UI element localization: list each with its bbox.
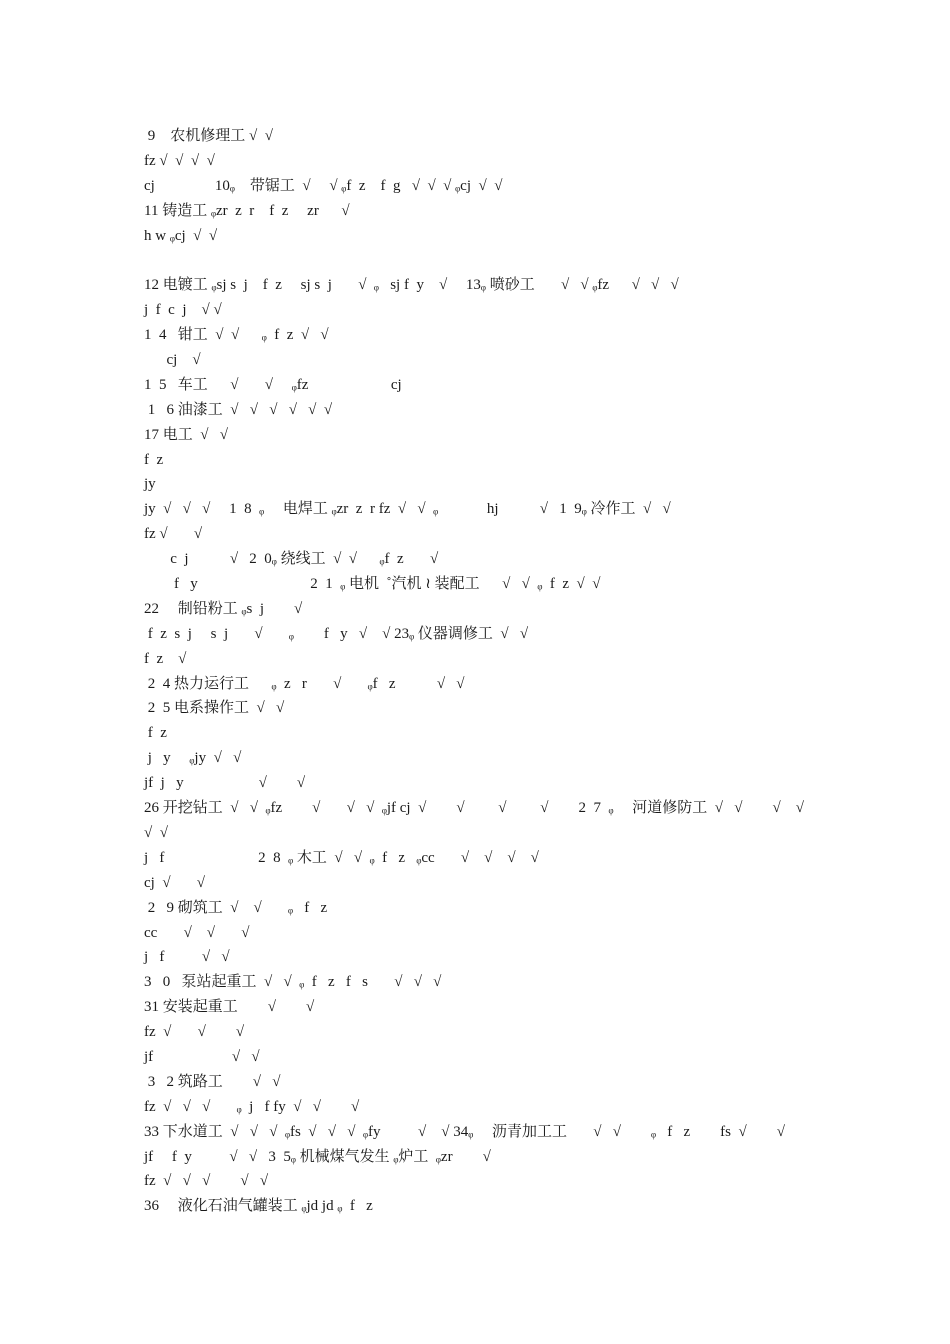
text-line: 3 2 筑路工 √ √ bbox=[144, 1073, 281, 1090]
text-line: jf √ √ bbox=[144, 1048, 260, 1065]
text-line: fz √ √ √ √ √ bbox=[144, 1173, 269, 1190]
document-body bbox=[144, 124, 827, 1219]
text-line: f z bbox=[144, 451, 164, 468]
text-line: 1 5 车工 √ √ ᵩfz cj bbox=[144, 376, 402, 393]
text-line: f z bbox=[144, 725, 167, 742]
text-line: 22 制铅粉工 ᵩs j √ bbox=[144, 600, 303, 617]
text-line: f z √ bbox=[144, 650, 187, 667]
text-line: 3 0 泵站起重工 √ √ ᵩ f z f s √ √ √ bbox=[144, 974, 442, 991]
text-line: 31 安装起重工 √ √ bbox=[144, 999, 315, 1016]
text-line: h w ᵩcj √ √ bbox=[144, 227, 218, 244]
text-line: j f 2 8 ᵩ 木工 √ √ ᵩ f z ᵩcc √ √ √ √ bbox=[144, 849, 539, 866]
blank-line bbox=[144, 248, 824, 273]
text-line: j f c j √ √ bbox=[144, 302, 222, 319]
text-line: c j √ 2 0ᵩ 绕线工 √ √ ᵩf z √ bbox=[144, 551, 439, 568]
text-line: cj √ √ bbox=[144, 874, 206, 891]
text-line: 1 4 钳工 √ √ ᵩ f z √ √ bbox=[144, 327, 329, 344]
text-line: cj √ bbox=[144, 352, 201, 369]
text-line: cc √ √ √ bbox=[144, 924, 250, 941]
text-line: 2 4 热力运行工 ᵩ z r √ ᵩf z √ √ bbox=[144, 675, 465, 692]
text-line: cj 10ᵩ 带锯工 √ √ ᵩf z f g √ √ √ ᵩcj √ √ bbox=[144, 177, 503, 194]
text-line: fz √ √ √ √ bbox=[144, 152, 215, 169]
text-line: 11 铸造工 ᵩzr z r f z zr √ bbox=[144, 202, 350, 219]
text-line: 17 电工 √ √ bbox=[144, 426, 228, 443]
text-line: 12 电镀工 ᵩsj s j f z sj s j √ ᵩ sj f y √ 13ᵩ 喷砂工 √ √ ᵩfz √ √ √ bbox=[144, 277, 679, 294]
text-line: jy √ √ √ 1 8 ᵩ 电焊工 ᵩzr z r fz √ √ ᵩ hj √ 1 9ᵩ 冷作工 √ √ bbox=[144, 501, 671, 518]
text-line: jy bbox=[144, 476, 156, 493]
text-line: 9 农机修理工 √ √ bbox=[144, 128, 273, 144]
text-line: fz √ √ √ bbox=[144, 1024, 245, 1041]
text-line: 33 下水道工 √ √ √ ᵩfs √ √ √ ᵩfy √ √ 34ᵩ 沥青加工工 √ √ ᵩ f z fs √ √ bbox=[144, 1123, 785, 1140]
text-line: 36 液化石油气罐装工 ᵩjd jd ᵩ f z bbox=[144, 1198, 373, 1215]
text-line: 26 开挖钻工 √ √ ᵩfz √ √ √ ᵩjf cj √ √ √ √ 2 7 ᵩ 河道修防工 √ √ √ √ √ √ bbox=[144, 800, 827, 841]
text-line: f z s j s j √ ᵩ f y √ √ 23ᵩ 仪器调修工 √ √ bbox=[144, 625, 529, 642]
text-line: j y ᵩjy √ √ bbox=[144, 750, 242, 767]
text-line: f y 2 1 ᵩ 电机 ˚汽机 ≀ 装配工 √ √ ᵩ f z √ √ bbox=[144, 576, 601, 593]
text-line: 2 9 砌筑工 √ √ ᵩ f z bbox=[144, 899, 328, 916]
text-line: 1 6 油漆工 √ √ √ √ √ √ bbox=[144, 401, 333, 418]
text-line: 2 5 电系操作工 √ √ bbox=[144, 700, 285, 717]
text-line: jf j y √ √ bbox=[144, 775, 306, 792]
text-line: fz √ √ bbox=[144, 526, 203, 543]
text-line: fz √ √ √ ᵩ j f fy √ √ √ bbox=[144, 1098, 360, 1115]
text-line: jf f y √ √ 3 5ᵩ 机械煤气发生 ᵩ炉工 ᵩzr √ bbox=[144, 1148, 491, 1165]
text-line: j f √ √ bbox=[144, 949, 230, 966]
